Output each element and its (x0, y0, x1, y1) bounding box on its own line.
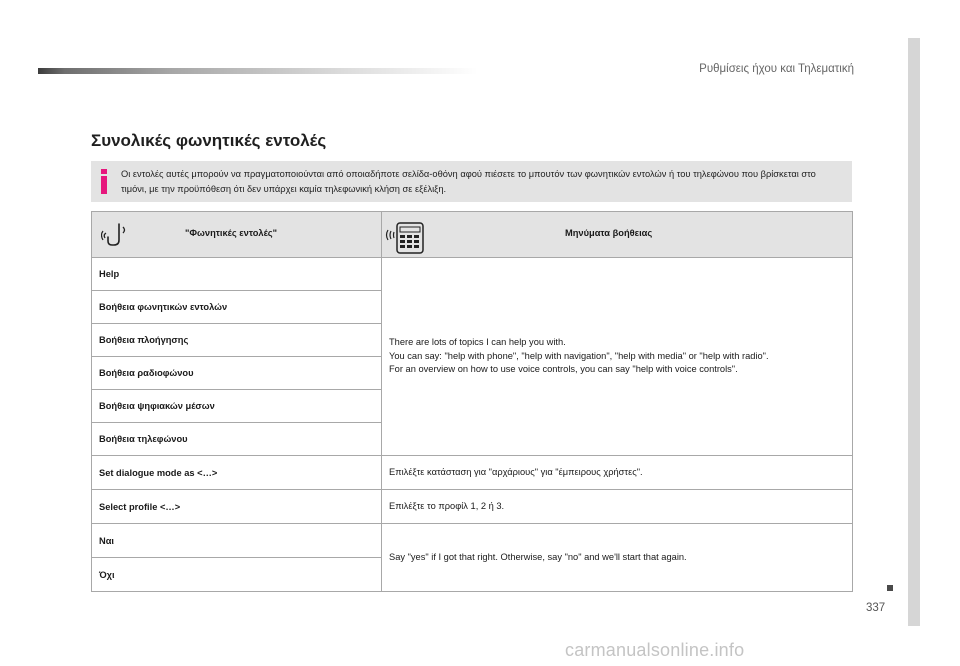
column-label-commands: "Φωνητικές εντολές" (185, 228, 278, 238)
help-message-confirm: Say "yes" if I got that right. Otherwise, say "no" and we'll start that again. (382, 524, 853, 592)
header-gradient-bar (38, 68, 478, 74)
command-help: Help (92, 258, 382, 291)
table-row (92, 258, 853, 291)
watermark: carmanualsonline.info (565, 640, 745, 660)
command-select-profile: Select profile <…> (92, 490, 382, 524)
info-box (91, 161, 852, 202)
command-phone-help: Βοήθεια τηλεφώνου (92, 423, 382, 456)
help-message-select-profile: Επιλέξτε το προφίλ 1, 2 ή 3. (382, 490, 853, 524)
section-title: Ρυθμίσεις ήχου και Τηλεματική (699, 63, 854, 75)
column-header-messages (382, 212, 853, 258)
column-label-messages: Μηνύματα βοήθειας (565, 228, 653, 238)
help-message-dialogue-mode: Επιλέξτε κατάσταση για "αρχάριους" για "έμπειρους χρήστες". (382, 456, 853, 490)
command-dialogue-mode: Set dialogue mode as <…> (92, 456, 382, 490)
command-yes: Ναι (92, 524, 382, 558)
command-voice-help: Βοήθεια φωνητικών εντολών (92, 291, 382, 324)
voice-commands-table (91, 211, 853, 592)
info-text: Οι εντολές αυτές μπορούν να πραγματοποιούνται από οποιαδήποτε σελίδα-οθόνη αφού πιέσετε το μπουτόν των φωνητικών εντολών ή του τηλεφώνου που βρίσκεται στο τιμόνι, με την προϋπόθεση ότι δεν υπάρχει καμία τηλεφωνική κλήση σε εξέλιξη. (121, 169, 816, 194)
message-line: You can say: "help with phone", "help with navigation", "help with media" or "help with radio". (389, 350, 769, 361)
page-title: Συνολικές φωνητικές εντολές (91, 131, 327, 150)
voice-command-icon (101, 220, 131, 250)
page-number: 337 (866, 602, 886, 614)
help-message-icon (385, 220, 429, 256)
command-navigation-help: Βοήθεια πλοήγησης (92, 324, 382, 357)
page-edge-bar (908, 38, 920, 626)
page-marker (887, 585, 893, 591)
info-icon (100, 169, 108, 194)
message-line: There are lots of topics I can help you with. (389, 337, 566, 348)
command-media-help: Βοήθεια ψηφιακών μέσων (92, 390, 382, 423)
table-row (92, 490, 853, 524)
help-message-general (382, 258, 853, 456)
table-row (92, 456, 853, 490)
column-header-commands (92, 212, 382, 258)
table-row (92, 524, 853, 558)
command-radio-help: Βοήθεια ραδιοφώνου (92, 357, 382, 390)
table-header-row (92, 212, 853, 258)
message-line: For an overview on how to use voice controls, you can say "help with voice controls". (389, 364, 738, 375)
command-no: Όχι (92, 558, 382, 592)
